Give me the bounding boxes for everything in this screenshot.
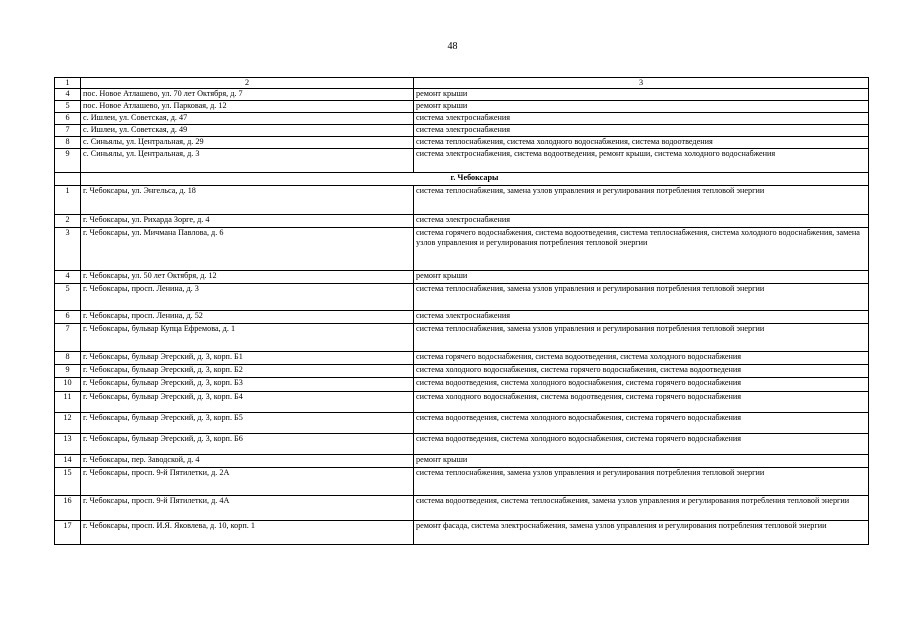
table-row (55, 496, 869, 521)
work-cell: система электроснабжения (414, 215, 869, 228)
work-cell: система горячего водоснабжения, система водоотведения, система теплоснабжения, система холодного водоснабжения, замена узлов управления и регулирования потребления тепловой энергии (414, 228, 869, 271)
row-number: 14 (55, 455, 81, 468)
work-cell: ремонт фасада, система электроснабжения, замена узлов управления и регулирования потребления тепловой энергии (414, 521, 869, 545)
address-cell: с. Синьялы, ул. Центральная, д. 3 (81, 149, 414, 173)
address-cell: г. Чебоксары, ул. Рихарда Зорге, д. 4 (81, 215, 414, 228)
address-cell: г. Чебоксары, бульвар Эгерский, д. 3, корп. Б6 (81, 434, 414, 455)
row-number: 5 (55, 101, 81, 113)
address-cell: пос. Новое Атлашево, ул. Парковая, д. 12 (81, 101, 414, 113)
work-cell: ремонт крыши (414, 101, 869, 113)
work-cell: система водоотведения, система холодного водоснабжения, система горячего водоснабжения (414, 434, 869, 455)
row-number: 9 (55, 365, 81, 378)
table-row (55, 271, 869, 284)
row-number: 5 (55, 284, 81, 311)
section-number-cell (55, 173, 81, 186)
row-number: 3 (55, 228, 81, 271)
address-cell: г. Чебоксары, ул. 50 лет Октября, д. 12 (81, 271, 414, 284)
work-cell: система электроснабжения (414, 113, 869, 125)
work-cell: система водоотведения, система холодного водоснабжения, система горячего водоснабжения (414, 413, 869, 434)
address-cell: с. Ишлеи, ул. Советская, д. 47 (81, 113, 414, 125)
table-row (55, 324, 869, 352)
row-number: 4 (55, 89, 81, 101)
row-number: 6 (55, 311, 81, 324)
table-row (55, 125, 869, 137)
work-cell: ремонт крыши (414, 271, 869, 284)
address-cell: с. Ишлеи, ул. Советская, д. 49 (81, 125, 414, 137)
row-number: 6 (55, 113, 81, 125)
row-number: 11 (55, 392, 81, 413)
row-number: 15 (55, 468, 81, 496)
work-cell: система холодного водоснабжения, система горячего водоснабжения, система водоотведения (414, 365, 869, 378)
work-cell: система теплоснабжения, замена узлов управления и регулирования потребления тепловой энергии (414, 186, 869, 215)
row-number: 10 (55, 378, 81, 392)
address-cell: г. Чебоксары, ул. Энгельса, д. 18 (81, 186, 414, 215)
row-number: 17 (55, 521, 81, 545)
table-row (55, 89, 869, 101)
row-number: 16 (55, 496, 81, 521)
table-row (55, 434, 869, 455)
row-number: 7 (55, 125, 81, 137)
work-cell: система теплоснабжения, замена узлов управления и регулирования потребления тепловой энергии (414, 468, 869, 496)
table-row (55, 365, 869, 378)
address-cell: г. Чебоксары, бульвар Купца Ефремова, д. 1 (81, 324, 414, 352)
column-header: 3 (414, 78, 869, 89)
address-cell: г. Чебоксары, бульвар Эгерский, д. 3, корп. Б5 (81, 413, 414, 434)
address-cell: г. Чебоксары, просп. И.Я. Яковлева, д. 10, корп. 1 (81, 521, 414, 545)
work-cell: система холодного водоснабжения, система водоотведения, система горячего водоснабжения (414, 392, 869, 413)
address-cell: г. Чебоксары, ул. Мичмана Павлова, д. 6 (81, 228, 414, 271)
table-row (55, 228, 869, 271)
table-row (55, 468, 869, 496)
section-row (55, 173, 869, 186)
row-number: 12 (55, 413, 81, 434)
row-number: 4 (55, 271, 81, 284)
work-cell: система водоотведения, система холодного водоснабжения, система горячего водоснабжения (414, 378, 869, 392)
row-number: 9 (55, 149, 81, 173)
address-cell: г. Чебоксары, бульвар Эгерский, д. 3, корп. Б2 (81, 365, 414, 378)
row-number: 1 (55, 186, 81, 215)
address-cell: г. Чебоксары, бульвар Эгерский, д. 3, корп. Б4 (81, 392, 414, 413)
table-row (55, 455, 869, 468)
table-row (55, 215, 869, 228)
work-cell: система теплоснабжения, замена узлов управления и регулирования потребления тепловой энергии (414, 284, 869, 311)
address-cell: г. Чебоксары, пер. Заводской, д. 4 (81, 455, 414, 468)
address-cell: пос. Новое Атлашево, ул. 70 лет Октября, д. 7 (81, 89, 414, 101)
table-row (55, 392, 869, 413)
address-cell: г. Чебоксары, просп. Ленина, д. 52 (81, 311, 414, 324)
row-number: 13 (55, 434, 81, 455)
table-row (55, 521, 869, 545)
table-header-row (55, 78, 869, 89)
table-row (55, 378, 869, 392)
table-row (55, 311, 869, 324)
work-cell: система электроснабжения, система водоотведения, ремонт крыши, система холодного водоснабжения (414, 149, 869, 173)
column-header: 1 (55, 78, 81, 89)
section-title: г. Чебоксары (81, 173, 869, 186)
address-cell: г. Чебоксары, просп. Ленина, д. 3 (81, 284, 414, 311)
table-row (55, 101, 869, 113)
address-cell: г. Чебоксары, бульвар Эгерский, д. 3, корп. Б3 (81, 378, 414, 392)
address-cell: г. Чебоксары, просп. 9-й Пятилетки, д. 2А (81, 468, 414, 496)
table-row (55, 186, 869, 215)
works-table (54, 77, 869, 545)
table-row (55, 149, 869, 173)
work-cell: ремонт крыши (414, 455, 869, 468)
row-number: 8 (55, 352, 81, 365)
work-cell: система теплоснабжения, система холодного водоснабжения, система водоотведения (414, 137, 869, 149)
table-row (55, 113, 869, 125)
table-row (55, 137, 869, 149)
address-cell: с. Синьялы, ул. Центральная, д. 29 (81, 137, 414, 149)
work-cell: система электроснабжения (414, 125, 869, 137)
row-number: 8 (55, 137, 81, 149)
row-number: 7 (55, 324, 81, 352)
table-row (55, 352, 869, 365)
work-cell: система горячего водоснабжения, система водоотведения, система холодного водоснабжения (414, 352, 869, 365)
address-cell: г. Чебоксары, бульвар Эгерский, д. 3, корп. Б1 (81, 352, 414, 365)
row-number: 2 (55, 215, 81, 228)
table-row (55, 413, 869, 434)
work-cell: система водоотведения, система теплоснабжения, замена узлов управления и регулирования потребления тепловой энергии (414, 496, 869, 521)
column-header: 2 (81, 78, 414, 89)
table-row (55, 284, 869, 311)
page-number: 48 (447, 41, 458, 52)
work-cell: система электроснабжения (414, 311, 869, 324)
work-cell: ремонт крыши (414, 89, 869, 101)
address-cell: г. Чебоксары, просп. 9-й Пятилетки, д. 4А (81, 496, 414, 521)
work-cell: система теплоснабжения, замена узлов управления и регулирования потребления тепловой энергии (414, 324, 869, 352)
